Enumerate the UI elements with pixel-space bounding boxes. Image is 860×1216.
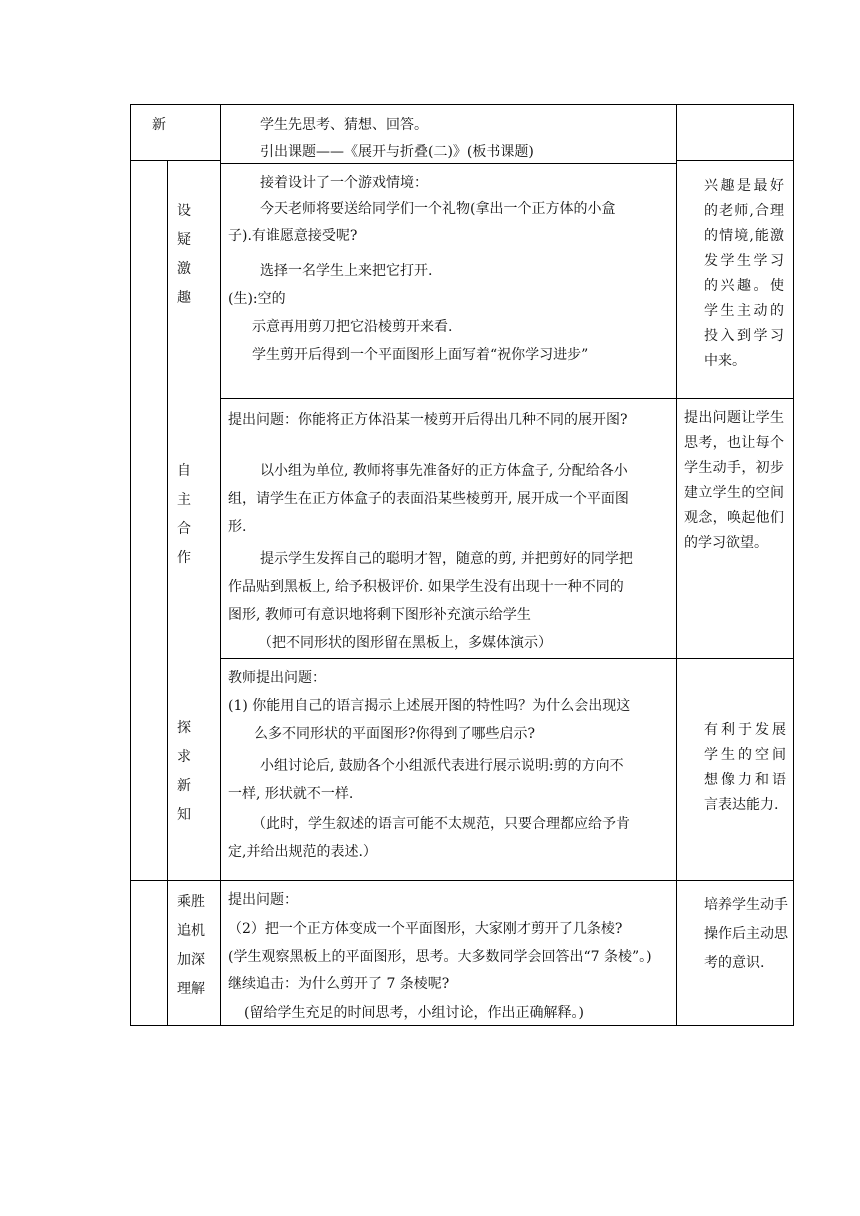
zizhu-line: 以小组为单位, 教师将事先准备好的正方体盒子, 分配给各小 xyxy=(260,463,628,479)
table-rule xyxy=(167,160,168,1026)
table-rule xyxy=(220,104,221,1026)
zizhu-line: （把不同形状的图形留在黑板上，多媒体演示） xyxy=(258,635,552,651)
section-label-chengsheng: 乘胜 追机 加深 理解 xyxy=(177,894,205,997)
tanqiu-note: 有利于发展学生的空间想像力和语言表达能力. xyxy=(704,722,786,813)
shiyi-line: 学生剪开后得到一个平面图形上面写着“祝你学习进步” xyxy=(252,347,589,363)
shiyi-line: 接着设计了一个游戏情境： xyxy=(260,175,428,191)
chengsheng-note: 培养学生动手操作后主动思考的意识. xyxy=(704,897,788,971)
table-rule xyxy=(220,163,676,164)
chengsheng-line: (留给学生充足的时间思考，小组讨论，作出正确解释。) xyxy=(244,1005,584,1021)
shiyi-line: 选择一名学生上来把它打开. xyxy=(260,263,433,279)
zizhu-line: 形. xyxy=(228,519,247,535)
intro-line: 学生先思考、猜想、回答。 xyxy=(260,117,428,133)
table-border-right xyxy=(793,104,794,1026)
shiyi-line: 示意再用剪刀把它沿棱剪开来看. xyxy=(252,319,453,335)
tanqiu-line: 定,并给出规范的表述.） xyxy=(228,844,377,860)
intro-line: 引出课题——《展开与折叠(二)》(板书课题) xyxy=(260,144,534,160)
table-rule xyxy=(220,398,794,399)
chengsheng-line: 继续追击：为什么剪开了 7 条棱呢? xyxy=(228,976,450,992)
table-border-bottom xyxy=(130,1025,794,1026)
section-label-zizhu: 自 主 合 作 xyxy=(177,463,191,566)
table-rule xyxy=(220,658,794,659)
chengsheng-line: 提出问题： xyxy=(228,892,298,908)
tanqiu-line: (1) 你能用自己的语言揭示上述展开图的特性吗？为什么会出现这 xyxy=(228,698,631,714)
chengsheng-line: (学生观察黑板上的平面图形，思考。大多数同学会回答出“7 条棱”。) xyxy=(228,949,652,965)
table-rule xyxy=(676,160,794,161)
section-label-tanqiu: 探 求 新 知 xyxy=(177,720,191,823)
chengsheng-line: （2）把一个正方体变成一个平面图形，大家刚才剪开了几条棱? xyxy=(228,921,623,937)
zizhu-line: 图形, 教师可有意识地将剩下图形补充演示给学生 xyxy=(228,607,531,623)
zizhu-line: 提出问题：你能将正方体沿某一棱剪开后得出几种不同的展开图? xyxy=(228,412,628,428)
shiyi-line: 子).有谁愿意接受呢? xyxy=(228,228,358,244)
table-rule xyxy=(676,104,677,1026)
section-label-shiyi: 设 疑 激 趣 xyxy=(177,203,191,306)
tanqiu-line: （此时，学生叙述的语言可能不太规范，只要合理都应给予肯 xyxy=(252,816,630,832)
zizhu-line: 提示学生发挥自己的聪明才智，随意的剪, 并把剪好的同学把 xyxy=(260,551,633,567)
tanqiu-line: 小组讨论后, 鼓励各个小组派代表进行展示说明:剪的方向不 xyxy=(260,758,624,774)
zizhu-line: 作品贴到黑板上, 给予积极评价. 如果学生没有出现十一种不同的 xyxy=(228,579,624,595)
shiyi-line: 今天老师将要送给同学们一个礼物(拿出一个正方体的小盒 xyxy=(260,201,616,217)
shiyi-line: (生):空的 xyxy=(228,291,286,307)
section-label-new: 新 xyxy=(152,117,166,133)
zizhu-line: 组，请学生在正方体盒子的表面沿某些棱剪开, 展开成一个平面图 xyxy=(228,491,629,507)
shiyi-note: 兴趣是最好的老师,合理的情境,能激发学生学习的兴趣。使学生主动的投入到学习中来。 xyxy=(704,178,784,369)
table-border-left xyxy=(130,104,131,1026)
zizhu-note: 提出问题让学生思考，也让每个学生动手，初步建立学生的空间观念，唤起他们的学习欲望。 xyxy=(684,410,784,551)
table-rule xyxy=(130,880,794,881)
table-border-top xyxy=(130,104,794,105)
tanqiu-line: 一样, 形状就不一样. xyxy=(228,786,354,802)
table-rule xyxy=(130,160,220,161)
tanqiu-line: 么多不同形状的平面图形?你得到了哪些启示? xyxy=(254,726,536,742)
tanqiu-line: 教师提出问题： xyxy=(228,670,326,686)
